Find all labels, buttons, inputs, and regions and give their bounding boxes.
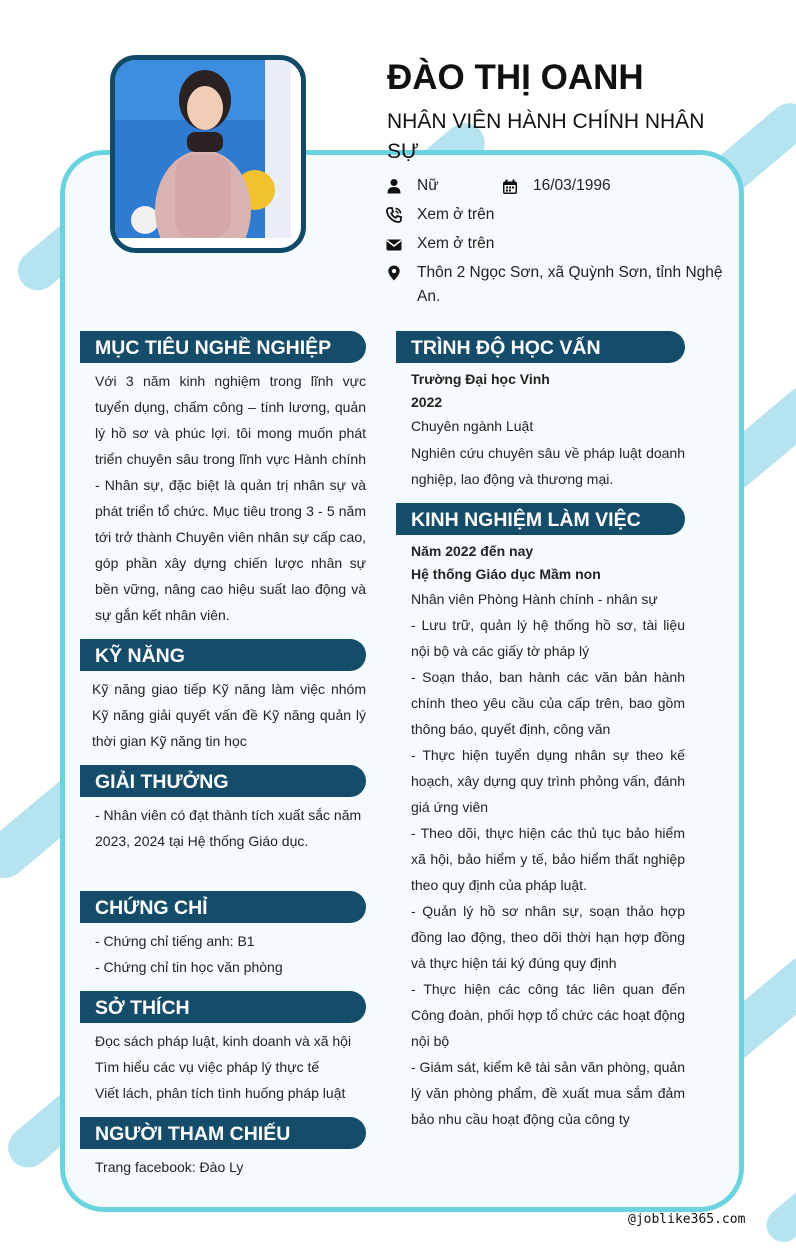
list-item: - Soạn thảo, ban hành các văn bản hành chính theo yêu cầu của cấp trên, bao gồm thông báo, quyết định, công văn <box>411 669 685 737</box>
job-title: NHÂN VIÊN HÀNH CHÍNH NHÂN SỰ <box>387 110 705 163</box>
list-item: Viết lách, phân tích tình huống pháp luật <box>95 1085 346 1101</box>
education-description: Nghiên cứu chuyên sâu về pháp luật doanh nghiệp, lao động và thương mại. <box>411 445 685 487</box>
list-item: - Quản lý hồ sơ nhân sự, soạn thảo hợp đồng lao động, theo dõi thời hạn hợp đồng và thực hiện tái ký đúng quy định <box>411 903 685 971</box>
list-item: - Theo dõi, thực hiện các thủ tục bảo hiểm xã hội, bảo hiểm y tế, bảo hiểm thất nghiệp theo quy định của pháp luật. <box>411 825 685 893</box>
experience-period: Năm 2022 đến nay <box>411 543 534 559</box>
phone-value: Xem ở trên <box>417 206 495 223</box>
experience-header <box>411 540 685 586</box>
decor-stripe <box>760 1165 796 1249</box>
references-heading: NGƯỜI THAM CHIẾU <box>80 1117 366 1149</box>
education-heading: TRÌNH ĐỘ HỌC VẤN <box>396 331 685 363</box>
watermark: @joblike365.com <box>628 1212 746 1227</box>
email-icon <box>386 237 402 253</box>
experience-position: Nhân viên Phòng Hành chính - nhân sự <box>411 591 658 607</box>
hobbies-heading: SỞ THÍCH <box>80 991 366 1023</box>
education-block <box>411 368 685 438</box>
certificates-heading: CHỨNG CHỈ <box>80 891 366 923</box>
awards-heading: GIẢI THƯỞNG <box>80 765 366 797</box>
experience-heading: KINH NGHIỆM LÀM VIỆC <box>396 503 685 535</box>
certificates-list <box>95 928 366 980</box>
person-icon <box>386 178 402 194</box>
profile-photo-image <box>115 60 291 238</box>
skills-text: Kỹ năng giao tiếp Kỹ năng làm việc nhóm Kỹ năng giải quyết vấn đề Kỹ năng quản lý thời gian Kỹ năng tin học <box>92 681 366 749</box>
profile-photo <box>110 55 306 253</box>
graduation-year: 2022 <box>411 394 443 410</box>
list-item: - Lưu trữ, quản lý hệ thống hồ sơ, tài liệu nội bộ và các giấy tờ pháp lý <box>411 617 685 659</box>
address-value: Thôn 2 Ngọc Sơn, xã Quỳnh Sơn, tỉnh Nghệ An. <box>417 264 723 305</box>
awards-text: - Nhân viên có đạt thành tích xuất sắc năm 2023, 2024 tại Hệ thống Giáo dục. <box>95 807 362 849</box>
experience-details <box>411 586 685 1132</box>
list-item: - Thực hiện các công tác liên quan đến Công đoàn, phối hợp tổ chức các hoạt động nội bộ <box>411 981 685 1049</box>
hobbies-list <box>95 1028 366 1106</box>
gender-value: Nữ <box>417 177 439 194</box>
references-text: Trang facebook: Đào Ly <box>95 1159 244 1175</box>
phone-icon <box>386 207 402 223</box>
school-name: Trường Đại học Vinh <box>411 371 550 387</box>
list-item: Tìm hiểu các vụ việc pháp lý thực tế <box>95 1059 320 1075</box>
list-item: - Chứng chỉ tiếng anh: B1 <box>95 933 255 949</box>
list-item: - Giám sát, kiểm kê tài sản văn phòng, quản lý văn phòng phẩm, đề xuất mua sắm đảm bảo nhu cầu hoạt động của công ty <box>411 1059 685 1127</box>
list-item: Đọc sách pháp luật, kinh doanh và xã hội <box>95 1033 352 1049</box>
candidate-name: ĐÀO THỊ OANH <box>387 58 644 97</box>
email-value: Xem ở trên <box>417 235 495 252</box>
location-pin-icon <box>386 265 402 281</box>
skills-heading: KỸ NĂNG <box>80 639 366 671</box>
experience-company: Hệ thống Giáo dục Mầm non <box>411 566 601 582</box>
major: Chuyên ngành Luật <box>411 418 534 434</box>
calendar-icon <box>502 179 518 195</box>
objective-text: Với 3 năm kinh nghiệm trong lĩnh vực tuyển dụng, chấm công – tính lương, quản lý hồ sơ và phúc lợi. tôi mong muốn phát triển chuyên sâu trong lĩnh vực Hành chính - Nhân sự, đặc biệt là quản trị nhân sự và phát triển tổ chức. Mục tiêu trong 3 - 5 năm tới trở thành Chuyên viên nhân sự cấp cao, góp phần xây dựng chiến lược nhân sự bền vững, nâng cao hiệu suất lao động và sự gắn kết nhân viên. <box>95 373 366 623</box>
list-item: - Chứng chỉ tin học văn phòng <box>95 959 283 975</box>
birthdate-value: 16/03/1996 <box>533 177 611 194</box>
list-item: - Thực hiện tuyển dụng nhân sự theo kế hoạch, xây dựng quy trình phỏng vấn, đánh giá ứng viên <box>411 747 685 815</box>
objective-heading: MỤC TIÊU NGHỀ NGHIỆP <box>80 331 366 363</box>
